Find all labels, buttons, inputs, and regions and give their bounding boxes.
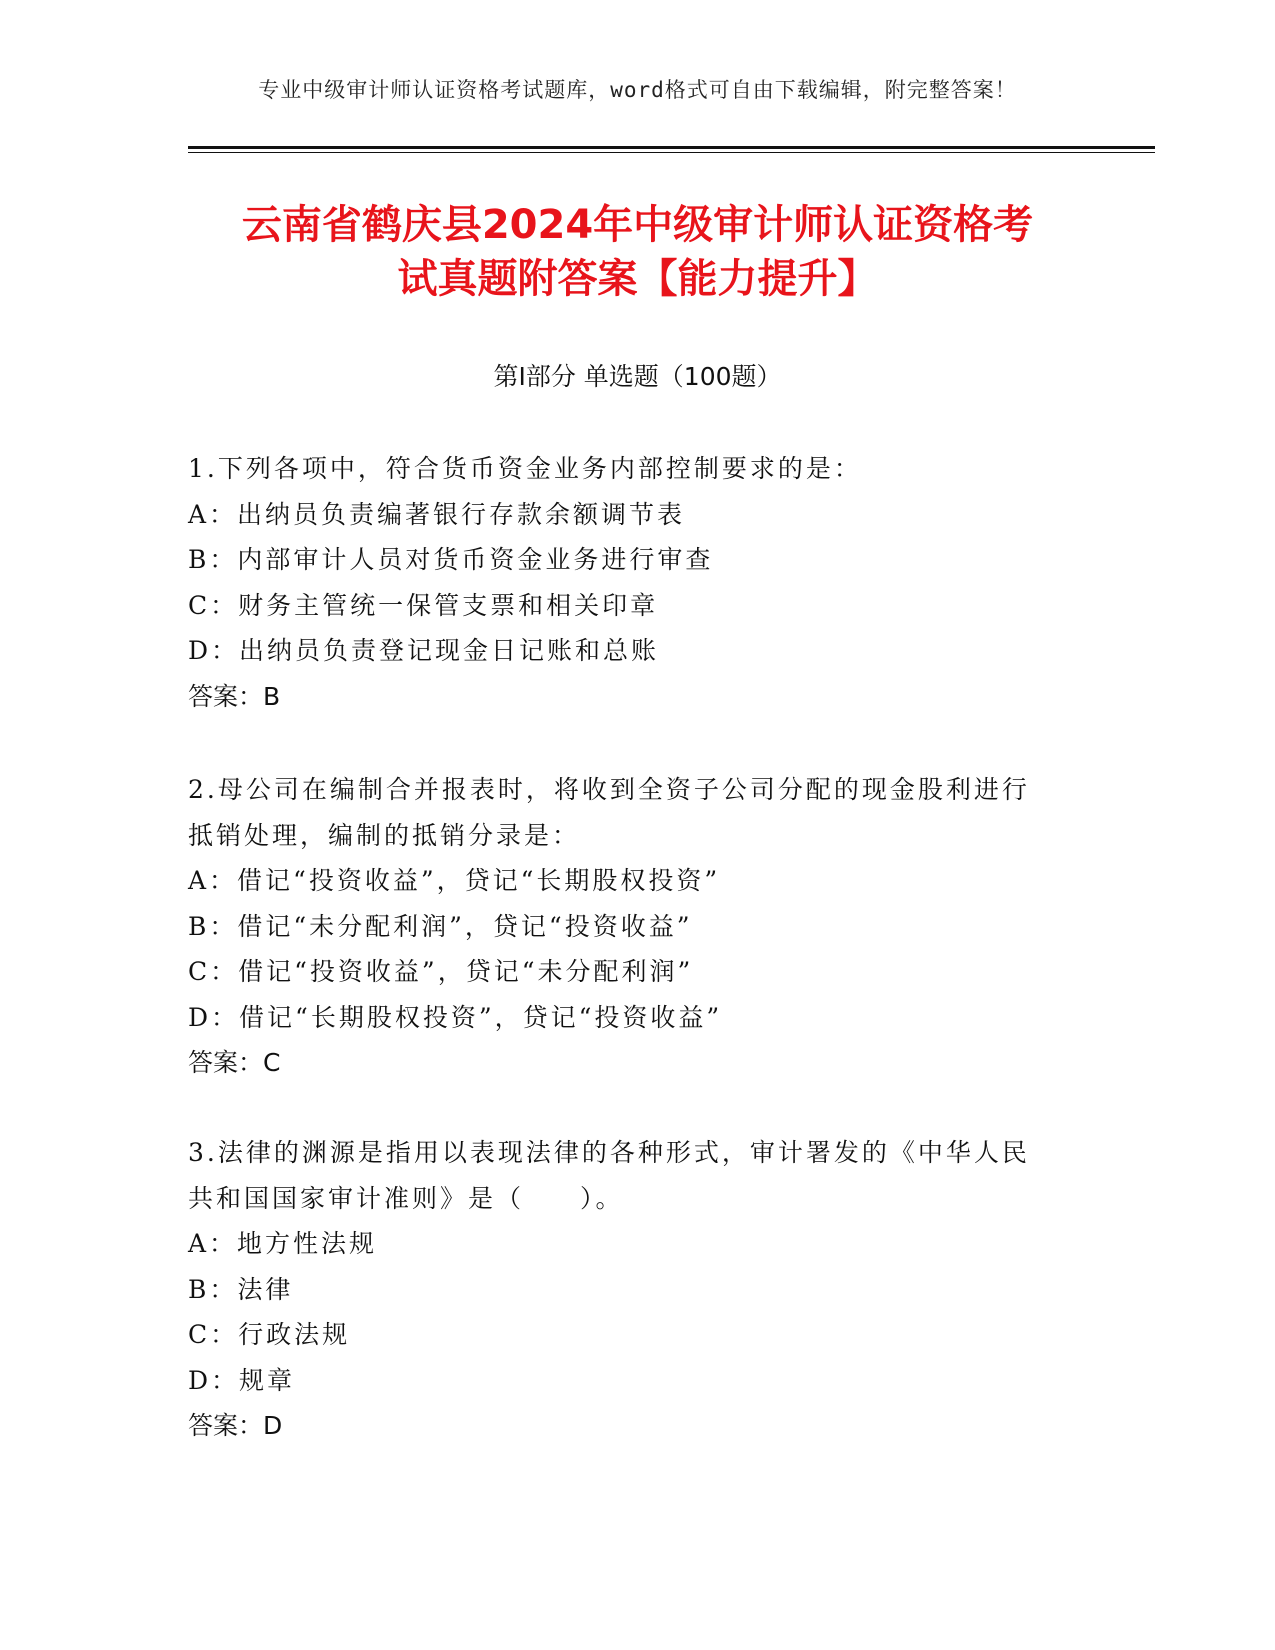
option-a: A：出纳员负责编著银行存款余额调节表 [188,499,686,529]
answer: 答案：D [188,1411,283,1440]
option-a: A：地方性法规 [188,1229,378,1258]
answer: 答案：B [188,681,281,711]
question-stem-continued: 共和国国家审计准则》是（ ）。 [188,1183,624,1213]
option-b: B：借记“未分配利润”，贷记“投资收益” [188,911,693,941]
question-1 [188,446,1068,719]
page-header: 专业中级审计师认证资格考试题库，word格式可自由下载编辑，附完整答案！ [258,78,1017,102]
document-title-line-2: 试真题附答案【能力提升】 [397,256,878,302]
header-divider-thick [188,146,1155,149]
answer: 答案：C [188,1048,281,1077]
question-stem: 2.母公司在编制合并报表时，将收到全资子公司分配的现金股利进行 [188,775,1030,804]
question-2 [188,767,1068,1086]
option-d: D：出纳员负责登记现金日记账和总账 [188,636,660,665]
question-3 [188,1130,1068,1449]
header-divider-thin [188,152,1155,153]
option-b: B：内部审计人员对货币资金业务进行审查 [188,545,714,574]
document-title-line-1: 云南省鹤庆县2024年中级审计师认证资格考 [241,202,1034,248]
option-b: B：法律 [188,1274,294,1304]
option-c: C：借记“投资收益”，贷记“未分配利润” [188,957,694,986]
option-d: D：规章 [188,1365,296,1395]
question-stem: 3.法律的渊源是指用以表现法律的各种形式，审计署发的《中华人民 [188,1138,1030,1167]
question-stem: 1.下列各项中，符合货币资金业务内部控制要求的是： [188,454,862,483]
question-stem-continued: 抵销处理，编制的抵销分录是： [188,820,581,850]
option-c: C：财务主管统一保管支票和相关印章 [188,590,659,620]
document-title [140,198,1135,306]
section-heading: 第Ⅰ部分 单选题（100题） [493,362,782,391]
option-a: A：借记“投资收益”，贷记“长期股权投资” [188,866,721,895]
option-d: D：借记“长期股权投资”，贷记“投资收益” [188,1002,723,1032]
option-c: C：行政法规 [188,1320,351,1349]
